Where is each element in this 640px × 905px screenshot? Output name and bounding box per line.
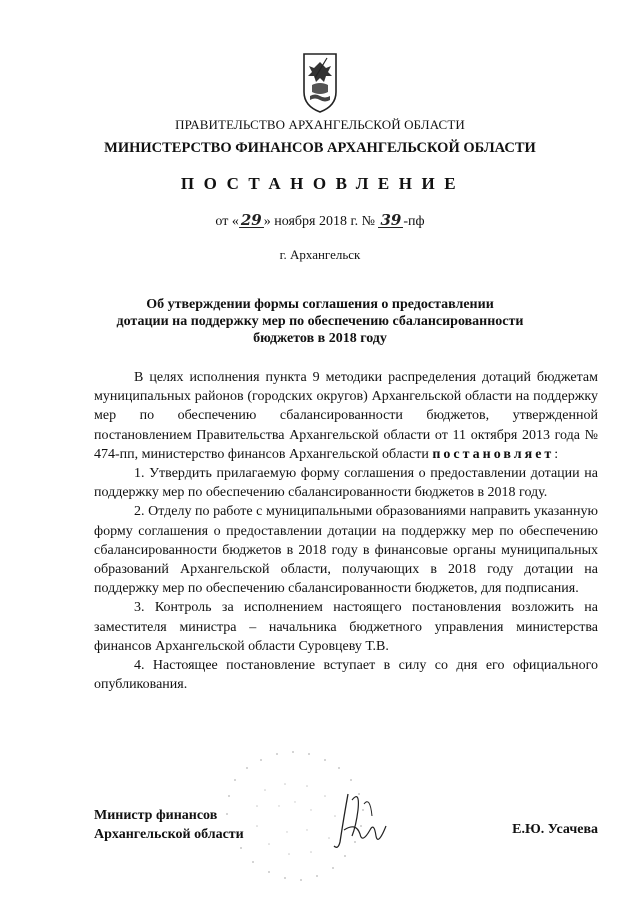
title-line: дотации на поддержку мер по обеспечению сбалансированности xyxy=(116,314,524,329)
intro-paragraph xyxy=(94,368,598,464)
date-prefix: от « xyxy=(215,214,239,229)
decree-colon: : xyxy=(554,446,559,462)
government-heading: ПРАВИТЕЛЬСТВО АРХАНГЕЛЬСКОЙ ОБЛАСТИ xyxy=(175,117,465,132)
handwritten-number: 39 xyxy=(380,211,402,229)
signatory-name: Е.Ю. Усачева xyxy=(512,822,598,837)
decree-word: постановляет xyxy=(432,446,555,462)
intro-text: В целях исполнения пункта 9 методики распределения дотаций бюджетам муниципальных районов (городских округов) Архангельской области на поддержку мер по обеспечению сбалансированности бюджетов, утвержденной постановлением Правительства Архангельской области от 11 октября 2013 года № 474-пп, министерство финансов Архангельской области xyxy=(94,370,598,462)
date-middle: » ноября 2018 г. № xyxy=(263,214,379,229)
title-line: бюджетов в 2018 году xyxy=(253,331,387,346)
item-paragraph: 3. Контроль за исполнением настоящего постановления возложить на заместителя министра – начальника бюджетного управления министерства финансов Архангельской области Суровцеву Т.В. xyxy=(94,600,598,654)
handwritten-signature-icon xyxy=(300,786,410,856)
city-line: г. Архангельск xyxy=(279,247,361,262)
coat-of-arms-icon xyxy=(301,52,339,114)
item-paragraph: 4. Настоящее постановление вступает в силу со дня его официального опубликования. xyxy=(94,658,598,693)
number-suffix: -пф xyxy=(403,214,425,229)
title-line: Об утверждении формы соглашения о предоставлении xyxy=(146,297,494,312)
document-body xyxy=(94,368,598,694)
item-paragraph: 2. Отделу по работе с муниципальными образованиями направить указанную форму соглашения о предоставлении дотации на поддержку мер по обеспечению сбалансированности бюджетов в 2018 году в финансовые органы муниципальных образований Архангельской области, получающих в 2018 году дотации на поддержку мер по обеспечению сбалансированности бюджетов, для подписания. xyxy=(94,504,598,597)
item-paragraph: 1. Утвердить прилагаемую форму соглашения о предоставлении дотации на поддержку мер по обеспечению сбалансированности бюджетов в 2018 году. xyxy=(94,466,598,501)
handwritten-day: 29 xyxy=(240,211,262,229)
document-type-heading: ПОСТАНОВЛЕНИЕ xyxy=(180,174,466,193)
position-line: Министр финансов xyxy=(94,808,218,823)
ministry-heading: МИНИСТЕРСТВО ФИНАНСОВ АРХАНГЕЛЬСКОЙ ОБЛАСТИ xyxy=(104,140,536,156)
position-line: Архангельской области xyxy=(94,827,244,842)
document-title xyxy=(0,296,640,347)
date-number-line xyxy=(0,213,640,230)
signatory-position xyxy=(94,806,244,844)
